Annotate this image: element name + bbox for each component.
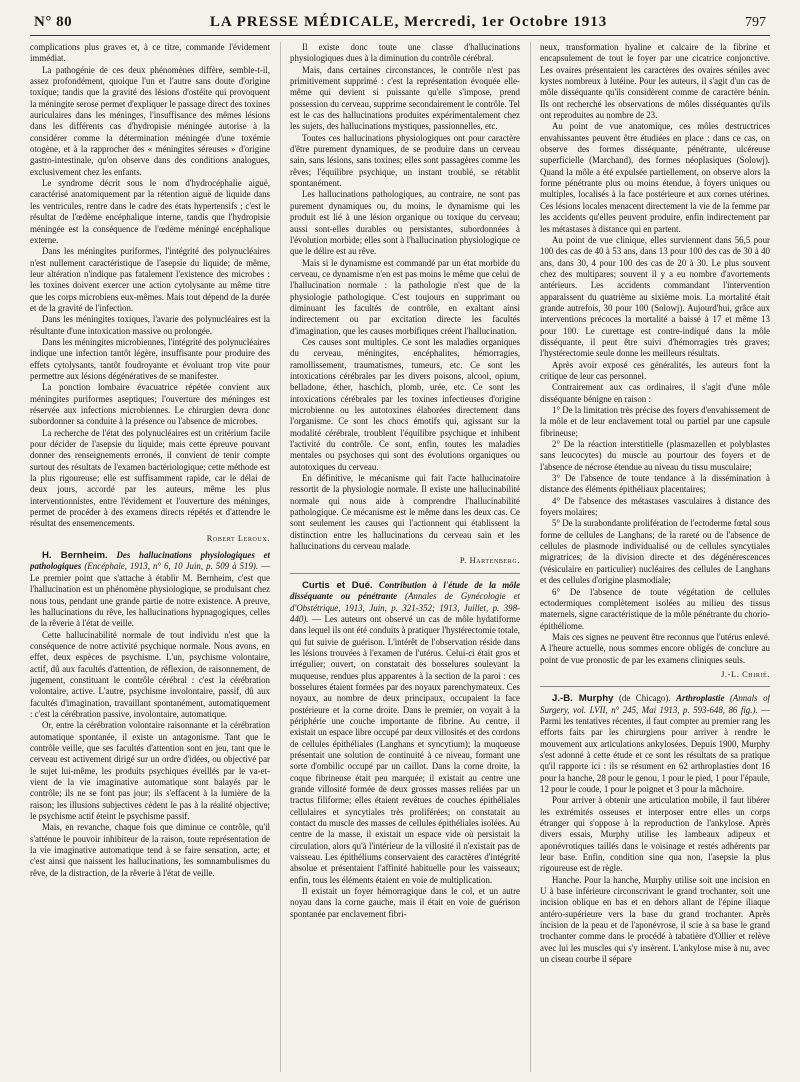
text-columns [30, 42, 770, 1072]
list-item: 1° De la limitation très précise des foyers d'envahissement de la môle et de leur enclavement total ou partiel par une capsule fibrineuse; [540, 405, 770, 438]
paragraph: Mais si le dynamisme est commandé par un état morbide du cerveau, ce dynamisme n'en est pas moins le même que celui de l'hallucination normale : la pathologie n'est que de la physiologie pathologique. C'est toujours en supprimant ou diminuant les facultés de contrôle, en exaltant ainsi indirectement ou par excitation directe les facultés d'imagination, que les causes morbifiques créent l'hallucination. [290, 257, 520, 336]
list-item: 3° De l'absence de toute tendance à la dissémination à distance des éléments épithéliaux placentaires; [540, 473, 770, 495]
list-item: 4° De l'absence des métastases vasculaires à distance des foyers molaires; [540, 495, 770, 518]
paragraph: Il existe donc toute une classe d'hallucinations physiologiques dues à la diminution du contrôle cérébral. [290, 42, 520, 64]
review-title: Arthroplastie [676, 693, 725, 704]
signature: Robert Leroux. [206, 533, 270, 543]
paragraph: Or, entre la cérébration volontaire raisonnante et la cérébration automatique spontanée, il existe un antagonisme. Tant que le contrôle veille, que ses facultés d'attention sont en jeu, tant que le cerveau est activement dirigé sur un ordre d'idées, ou objectivé par le sujet lui-même, les produits psychiques éveillés par le va-et-vient de la vie imaginative automatique sont balayés par le contrôle; ils ne se font pas jour; ils s'effacent à la lumière de la raison; les illusions subjectives cèdent le pas à la réalité objective; le psychisme actif éteint le psychisme passif. [30, 720, 270, 822]
review-source: (Annales de Gynécologie et d'Obstétrique, 1913, Juin, p. 321-352; 1913, Juillet, p. 398-440). [290, 591, 520, 624]
review-title: Contribution à l'étude de la môle disséquante ou pénétrante [290, 579, 520, 602]
masthead [30, 14, 770, 36]
page-number: 797 [745, 15, 766, 30]
divider [540, 686, 770, 687]
column-2 [280, 42, 520, 1072]
paragraph: Contrairement aux cas ordinaires, il s'agit d'une môle disséquante bénigne en raison : [540, 382, 770, 404]
review-text: — Le premier point que s'attache à établir M. Bernheim, c'est que l'hallucination est un phénomène physiologique, se produisant chez nous tous, pendant une grande partie de notre existence. A preuve, les hallucinations du rêve, les hallucinations hypnagogiques, celles de la rêverie à l'état de veille. [30, 561, 270, 629]
review-author-city: (de Chicago). [618, 693, 671, 704]
review-text: — Parmi les tentatives récentes, il faut compter au premier rang les efforts faits par les chirurgiens pour arriver à rendre le mouvement aux articulations ankylosées. Depuis 1900, Murphy s'est adonné à cette étude et ce sont les résultats de sa pratique qu'il rapporte ici : ils se résument en 62 arthroplasties dont 16 pour la hanche, 28 pour le genou, 1 pour le pied, 1 pour l'épaule, 12 pour le coude, 1 pour le poignet et 3 pour la mâchoire. [540, 704, 770, 794]
paragraph: Dans les méningites toxiques, l'avarie des polynucléaires est la résultante d'une intoxication massive ou prolongée. [30, 314, 270, 336]
review-author: J.-B. Murphy [552, 693, 614, 705]
paragraph: La ponction lombaire évacuatrice répétée convient aux méningites puriformes aseptiques; l'ouverture des méninges est réservée aux infections microbiennes. Le chirurgien devra donc subordonner sa conduite à la présence ou l'absence de microbes. [30, 382, 270, 427]
column-1 [30, 42, 270, 1072]
list-item: 5° De la surabondante prolifération de l'ectoderme fœtal sous forme de cellules de Langhans; de la rareté ou de l'absence de cellules de plasmode individualisé ou de cellules syncytiales migratrices; de la division directe et des dégénérescences (vésiculaire en particulier) nucléaires des cellules de Langhans et des cellules d'origine plasmodiale; [540, 518, 770, 586]
paragraph: Au point de vue clinique, elles surviennent dans 56,5 pour 100 des cas de 40 à 53 ans, dans 13 pour 100 des cas de 30 à 40 ans, dans 30, 4 pour 100 des cas de 20 à 30. Le plus souvent chez des multipares; souvent il y a eu nombre d'avortements antérieurs. Les accidents commandant l'intervention apparaissent du quatrième au sixième mois. La mortalité était grande autrefois, 30 pour 100 (Solowj). Aujourd'hui, grâce aux interventions précoces la mortalité a baissé à 17 et même 13 pour 100. Le curettage est contre-indiqué dans la môle disséquante, il peut être suivi d'hémorragies très graves; l'hystérectomie seule donne les meilleurs résultats. [540, 234, 770, 359]
paragraph: Dans les méningites puriformes, l'intégrité des polynucléaires n'est nullement caractéristique de l'asepsie du liquide; de même, leur altération n'indique pas fatalement l'existence des microbes : les toxines doivent exercer une action cytolysante au même titre que les corps microbiens eux-mêmes. Mais tout dépend de la durée et de la gravité de l'infection. [30, 246, 270, 313]
paragraph: Mais ces signes ne peuvent être reconnus que l'utérus enlevé. A l'heure actuelle, nous sommes encore obligés de conclure au point de vue pronostic de par les examens cliniques seuls. [540, 631, 770, 665]
review-heading [290, 580, 520, 886]
paragraph: complications plus graves et, à ce titre, commande l'évidement immédiat. [30, 42, 270, 64]
signature: J.-L. Chirié. [721, 669, 770, 679]
divider [290, 573, 520, 574]
review-heading [30, 550, 270, 629]
paragraph: Mais, dans certaines circonstances, le contrôle n'est pas primitivement supprimé : c'est la représentation évoquée elle-même qui devient si puissante qu'elle s'impose, prend possession du cerveau, supprime secondairement le contrôle. Tel est le cas des hallucinations produites expérimentalement chez les sujets, des hallucinations mystiques, passionnelles, etc. [290, 64, 520, 132]
paragraph: Le syndrome décrit sous le nom d'hydrocéphalie aiguë, caractérisé anatomiquement par la rétention aiguë de liquide dans les ventricules, rentre dans le cadre des états hypertensifs ; c'est le résultat de l'œdème encéphalique interne, tandis que l'hydropisie méningée est la conséquence de l'œdème méningé encéphalique externe. [30, 178, 270, 245]
review-author: H. Bernheim. [42, 550, 108, 562]
review-text: — Les auteurs ont observé un cas de môle hydatiforme dans lequel ils ont été conduits à pratiquer l'hystérectomie totale, qui fut suivie de guérison. L'intérêt de l'observation réside dans les lésions trouvées à l'examen de l'utérus. Celui-ci était gros et irrégulier; ouvert, on constatait des bosselures soulevant la muqueuse, rendues plus apparentes à la section de la paroi : ces bosselures étaient formées par des noyaux parenchymateux. Ces noyaux, au nombre de deux principaux, occupaient la face postérieure et la corne droite. Dans le premier, on voyait à la périphérie une couche importante de fibrine. Au centre, il existait un espace libre occupé par deux villosités et des cordons de cellules épithéliales (Langhans et syncytium); la muqueuse présentait une solution de continuité à ce niveau, formant une sorte d'ombilic occupé par un caillot. Dans la corne droite, la coque fibrineuse était peu marquée; il existait au centre une grande villosité formée de deux grosses masses reliées par un tractus filiforme; elles étaient revêtues de couches épithéliales cellulaires et syncytiales très proliférées; on constatait au contact du muscle des masses de cellules épithéliales isolées. Au centre de la masse, il existait un espace vide où persistait la circulation, alors qu'à l'intérieur de la villosité il n'existait pas de vaisseau. Les épithéliums conservaient des caractères d'intégrité absolue et présentaient l'affinité habituelle pour les vaisseaux; enfin, tous les éléments étaient en voie de multiplication. [290, 613, 520, 885]
review-source: (Annals of Surgery, vol. LVII, n° 245, Mai 1913, p. 593-648, 86 fig.). [540, 693, 770, 715]
paragraph: Pour arriver à obtenir une articulation mobile, il faut libérer les extrémités osseuses et interposer entre elles un corps étranger qui s'oppose à la reproduction de l'ankylose. Après divers essais, Murphy utilise les lambeaux adipeux et aponévrotiques taillés dans le voisinage et restés adhérents par leur base. Enfin, condition sine qua non, l'asepsie la plus rigoureuse est de règle. [540, 795, 770, 874]
review-author: Curtis et Dué. [302, 579, 373, 591]
paragraph: Mais, en revanche, chaque fois que diminue ce contrôle, qu'il s'atténue le pouvoir inhibiteur de la raison, toute représentation de la vie imaginative automatique tend à se faire sensation, acte; et c'est ainsi que naissent les hallucinations, les somnambulismes du rêve, de la distraction, de la rêverie à l'état de veille. [30, 822, 270, 878]
issue-number: N° 80 [34, 14, 73, 30]
paragraph: Dans les méningites microbiennes, l'intégrité des polynucléaires indique une infection tantôt légère, insuffisante pour produire des effets cytolysants, tantôt foudroyante et évoluant trop vite pour permettre aux lésions dégénératives de se manifester. [30, 336, 270, 381]
list-item: 2° De la réaction interstitielle (plasmazellen et polyblastes sans leucocytes) du muscle au pourtour des foyers et de l'absence de nécrose étendue au niveau du tissu musculaire; [540, 439, 770, 472]
paragraph: Hanche. Pour la hanche, Murphy utilise soit une incision en U à base inférieure circonscrivant le grand trochanter, soit une incision oblique en bas et en dehors allant de l'épine iliaque antéro-supérieure vers la base du grand trochanter. Après incision de la peau et de l'aponévrose, il scie à sa base le grand trochanter comme dans le procédé à tabatière d'Ollier et relève avec lui les muscles qui s'y insèrent. L'ankylose mise à nu, avec un ciseau courbe il sépare [540, 874, 770, 965]
paragraph: Au point de vue anatomique, ces môles destructrices envahissantes peuvent être étudiées en place : dans ce cas, on observe des formes disséquante, pénétrante, ulcéreuse superficielle (Marchand), des formes néoplasiques (Solowj). Quand la môle a été expulsée partiellement, on observe alors la forme pénétrante plus ou moins étendue, à foyers uniques ou multiples, localisés à la face postérieure et aux cornes utérines. Ces lésions locales menacent directement la vie de la femme par les accidents qu'elles peuvent produire, enfin indirectement par les métastases à distance qui en partent. [540, 121, 770, 234]
paragraph: Les hallucinations pathologiques, au contraire, ne sont pas purement dynamiques ou, du moins, le dynamisme qui les produit est lié à une lésion organique ou toxique du cerveau; aussi sont-elles durables ou persistantes, subordonnées à l'évolution morbide; elles sont à l'hallucination physiologique ce que le délire est au rêve. [290, 189, 520, 257]
paragraph: La pathogénie de ces deux phénomènes diffère, semble-t-il, assez profondément, quoique l'un et l'autre sans doute d'origine toxique; tandis que la gravité des lésions d'ostéite qui provoquent la méningite serose permet d'expliquer le passage direct des toxines auriculaires dans les méninges, l'insuffisance des mêmes lésions dans les différents cas d'hydropisie méningée autorise à la considérer comme la détermination méningée d'une toxémie otogène, et à la rapprocher des « méningites séreuses » d'origine gastro-intestinale, qu'on observe dans des conditions analogues, exclusivement chez les enfants. [30, 64, 270, 177]
review-heading [540, 693, 770, 795]
review-title: Des hallucinations physiologiques et pathologiques [30, 550, 270, 572]
column-3 [530, 42, 770, 1072]
list-item: 6° De l'absence de toute végétation de cellules ectodermiques complètement isolées au milieu des tissus maternels, signe caractéristique de la môle pénétrante du chorio-épithéliome. [540, 586, 770, 631]
paragraph: Ces causes sont multiples. Ce sont les maladies organiques du cerveau, méningites, encéphalites, hémorragies, ramollissement, traumatismes, tumeurs, etc. Ce sont les intoxications cérébrales par les divers poisons, alcool, opium, belladone, éther, haschich, plomb, urée, etc. Ce sont les intoxications cérébrales par les toxines infectieuses d'origine microbienne ou les autotoxines élaborées directement dans l'organisme. Ce sont les chocs émotifs qui, agissant sur la modalité cérébrale, troublent l'équilibre psychique et inhibent l'activité du contrôle. Ce sont, enfin, toutes les maladies mentales ou psychoses qui sont des évolutions organiques ou autotoxiques du cerveau. [290, 336, 520, 472]
journal-title: LA PRESSE MÉDICALE, Mercredi, 1er Octobre 1913 [209, 14, 608, 30]
paragraph: En définitive, le mécanisme qui fait l'acte hallucinatoire ressortit de la physiologie normale. Il existe une hallucinabilité normale qui nous aide à comprendre l'hallucinabilité pathologique. Ce mécanisme est le même dans les deux cas. Ce sont seulement les causes qui l'actionnent qui établissent la distinction entre les hallucinations du cerveau sain et les hallucinations du cerveau malade. [290, 473, 520, 552]
paragraph: Après avoir exposé ces généralités, les auteurs font la critique de leur cas personnel. [540, 359, 770, 381]
signature: P. Hartenberg. [459, 556, 520, 566]
paragraph: La recherche de l'état des polynucléaires est un critérium facile pour décider de l'asepsie du liquide; mais cette épreuve pouvant donner des renseignements erronés, il convient de tenir compte surtout des résultats de l'examen bactériologique; cette méthode est la plus rigoureuse; elle est suffisamment rapide, car le délai de deux jours, accordé par les auteurs, même les plus interventionnistes, entre l'évidement et l'ouverture des méninges, permet de procéder à des examens directs répétés et d'attendre le résultat des ensemencements. [30, 427, 270, 529]
paragraph: Il existait un foyer hémorragique dans le col, et un autre noyau dans la corne gauche, mais il était en voie de guérison spontanée par enclavement fibri- [290, 886, 520, 919]
paragraph: Toutes ces hallucinations physiologiques ont pour caractère d'être purement dynamiques, de se produire dans un cerveau sain, sans lésions, sans toxines; elles sont passagères comme les rêves; l'équilibre psychique, un instant troublé, se rétablit spontanément. [290, 132, 520, 189]
paragraph: neux, transformation hyaline et calcaire de la fibrine et encapsulement de tout le foyer par une cicatrice conjonctive. Les ovaires présentaient les caractères des ovaires séniles avec kystes nombreux à lutéine. Pour les auteurs, il s'agit d'un cas de môle disséquante qu'ils considèrent comme de caractère bénin. Ils ont recherché les observations de môles disséquantes qu'ils ont reproduites au nombre de 23. [540, 42, 770, 121]
paragraph: Cette hallucinabilité normale de tout individu n'est que la conséquence de notre activité psychique normale. Nous avons, en effet, deux espèces de psychisme. L'un, psychisme volontaire, actif, dû aux facultés d'attention, de réflexion, de raisonnement, de jugement, constituant le contrôle cérébral : c'est la cérébration volontaire, active. L'autre, psychisme involontaire, passif, dû aux facultés d'imagination, travaillant spontanément, automatiquement : c'est la cérébration passive, involontaire, automatique. [30, 629, 270, 719]
review-source: (Encéphale, 1913, n° 6, 10 Juin, p. 509 à 519). [84, 561, 259, 572]
